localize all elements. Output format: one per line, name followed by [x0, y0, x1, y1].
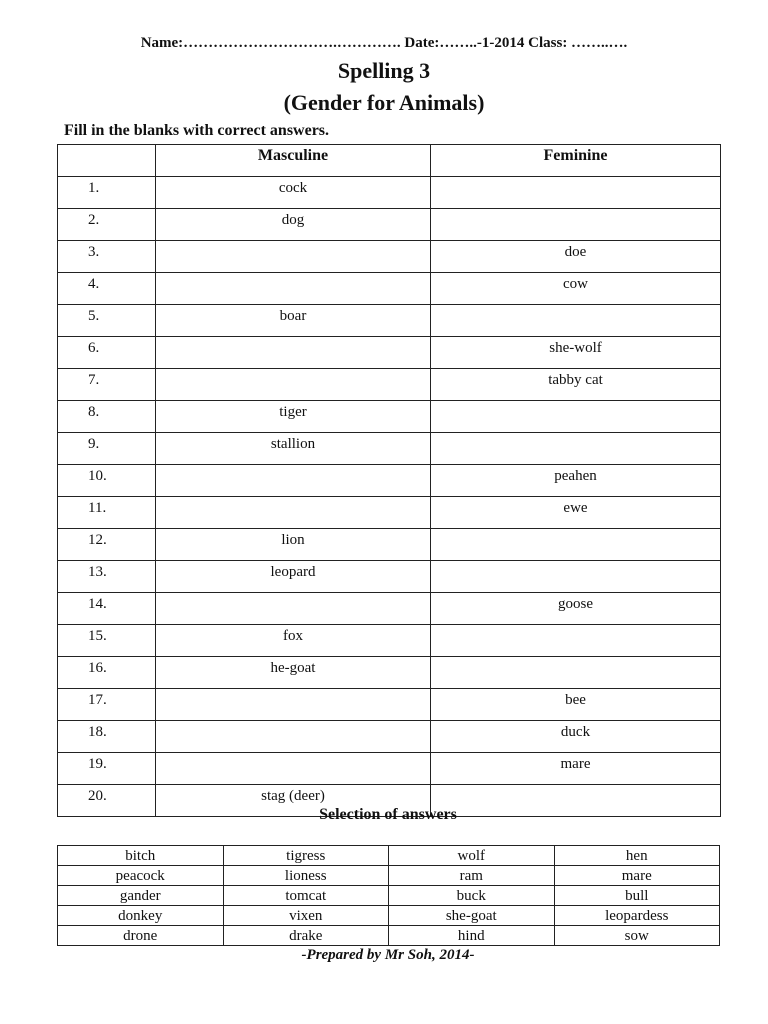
feminine-blank[interactable] — [431, 305, 721, 337]
masculine-blank[interactable] — [156, 369, 431, 401]
footer-credit: -Prepared by Mr Soh, 2014- — [301, 947, 475, 963]
row-number: 12. — [58, 529, 156, 561]
table-row — [58, 593, 721, 625]
row-number: 2. — [58, 209, 156, 241]
answers-table — [57, 845, 720, 946]
feminine-cell: bee — [431, 689, 721, 721]
table-row — [58, 561, 721, 593]
table-row — [58, 625, 721, 657]
masculine-blank[interactable] — [156, 721, 431, 753]
masculine-cell: stallion — [156, 433, 431, 465]
masculine-cell: cock — [156, 177, 431, 209]
masculine-blank[interactable] — [156, 689, 431, 721]
answer-word: ram — [389, 866, 555, 886]
answer-word: sow — [554, 926, 720, 946]
answer-word: donkey — [58, 906, 224, 926]
table-row — [58, 305, 721, 337]
feminine-blank[interactable] — [431, 561, 721, 593]
table-row — [58, 177, 721, 209]
row-number: 14. — [58, 593, 156, 625]
masculine-cell: fox — [156, 625, 431, 657]
table-row — [58, 657, 721, 689]
header-masculine: Masculine — [156, 145, 431, 177]
answer-word: bull — [554, 886, 720, 906]
masculine-cell: boar — [156, 305, 431, 337]
table-row — [58, 529, 721, 561]
masculine-cell: dog — [156, 209, 431, 241]
feminine-cell: she-wolf — [431, 337, 721, 369]
masculine-blank[interactable] — [156, 593, 431, 625]
masculine-cell: leopard — [156, 561, 431, 593]
table-row — [58, 369, 721, 401]
answers-row — [58, 866, 720, 886]
table-row — [58, 465, 721, 497]
answer-word: she-goat — [389, 906, 555, 926]
answer-word: hind — [389, 926, 555, 946]
masculine-cell: he-goat — [156, 657, 431, 689]
feminine-blank[interactable] — [431, 529, 721, 561]
row-number: 5. — [58, 305, 156, 337]
feminine-cell: peahen — [431, 465, 721, 497]
masculine-blank[interactable] — [156, 337, 431, 369]
answers-row — [58, 926, 720, 946]
table-row — [58, 209, 721, 241]
answers-row — [58, 846, 720, 866]
feminine-cell: cow — [431, 273, 721, 305]
answers-row — [58, 906, 720, 926]
answer-word: tomcat — [223, 886, 389, 906]
masculine-cell: stag (deer) — [156, 785, 431, 817]
feminine-cell: ewe — [431, 497, 721, 529]
masculine-blank[interactable] — [156, 273, 431, 305]
worksheet-title: Spelling 3 — [337, 58, 431, 83]
answer-word: mare — [554, 866, 720, 886]
row-number: 4. — [58, 273, 156, 305]
row-number: 20. — [58, 785, 156, 817]
table-row — [58, 497, 721, 529]
row-number: 10. — [58, 465, 156, 497]
row-number: 11. — [58, 497, 156, 529]
row-number: 8. — [58, 401, 156, 433]
answer-word: hen — [554, 846, 720, 866]
feminine-blank[interactable] — [431, 433, 721, 465]
table-row — [58, 241, 721, 273]
answer-word: drake — [223, 926, 389, 946]
worksheet-subtitle: (Gender for Animals) — [283, 90, 485, 115]
instruction-text: Fill in the blanks with correct answers. — [64, 122, 330, 139]
feminine-blank[interactable] — [431, 401, 721, 433]
answer-word: gander — [58, 886, 224, 906]
feminine-blank[interactable] — [431, 657, 721, 689]
feminine-cell: duck — [431, 721, 721, 753]
row-number: 13. — [58, 561, 156, 593]
answers-title: Selection of answers — [319, 806, 457, 823]
feminine-blank[interactable] — [431, 625, 721, 657]
feminine-blank[interactable] — [431, 177, 721, 209]
masculine-blank[interactable] — [156, 465, 431, 497]
row-number: 9. — [58, 433, 156, 465]
table-header-row — [58, 145, 721, 177]
header-feminine: Feminine — [431, 145, 721, 177]
table-row — [58, 721, 721, 753]
answer-word: buck — [389, 886, 555, 906]
answer-word: drone — [58, 926, 224, 946]
feminine-cell: mare — [431, 753, 721, 785]
masculine-cell: lion — [156, 529, 431, 561]
table-row — [58, 433, 721, 465]
row-number: 6. — [58, 337, 156, 369]
answer-word: vixen — [223, 906, 389, 926]
row-number: 15. — [58, 625, 156, 657]
answer-word: peacock — [58, 866, 224, 886]
table-row — [58, 689, 721, 721]
masculine-blank[interactable] — [156, 753, 431, 785]
answer-word: leopardess — [554, 906, 720, 926]
row-number: 1. — [58, 177, 156, 209]
feminine-cell: doe — [431, 241, 721, 273]
feminine-cell: goose — [431, 593, 721, 625]
feminine-cell: tabby cat — [431, 369, 721, 401]
masculine-blank[interactable] — [156, 497, 431, 529]
row-number: 7. — [58, 369, 156, 401]
row-number: 16. — [58, 657, 156, 689]
table-row — [58, 753, 721, 785]
gender-table — [57, 144, 721, 817]
answer-word: wolf — [389, 846, 555, 866]
answer-word: lioness — [223, 866, 389, 886]
answers-row — [58, 886, 720, 906]
table-row — [58, 401, 721, 433]
answer-word: bitch — [58, 846, 224, 866]
masculine-blank[interactable] — [156, 241, 431, 273]
row-number: 19. — [58, 753, 156, 785]
feminine-blank[interactable] — [431, 209, 721, 241]
table-row — [58, 273, 721, 305]
answer-word: tigress — [223, 846, 389, 866]
row-number: 3. — [58, 241, 156, 273]
row-number: 18. — [58, 721, 156, 753]
header-number — [58, 145, 156, 177]
masculine-cell: tiger — [156, 401, 431, 433]
table-row — [58, 337, 721, 369]
student-info-line: Name:………………………….…………. Date:……..-1-2014 Class: ……..…. — [140, 35, 628, 51]
row-number: 17. — [58, 689, 156, 721]
